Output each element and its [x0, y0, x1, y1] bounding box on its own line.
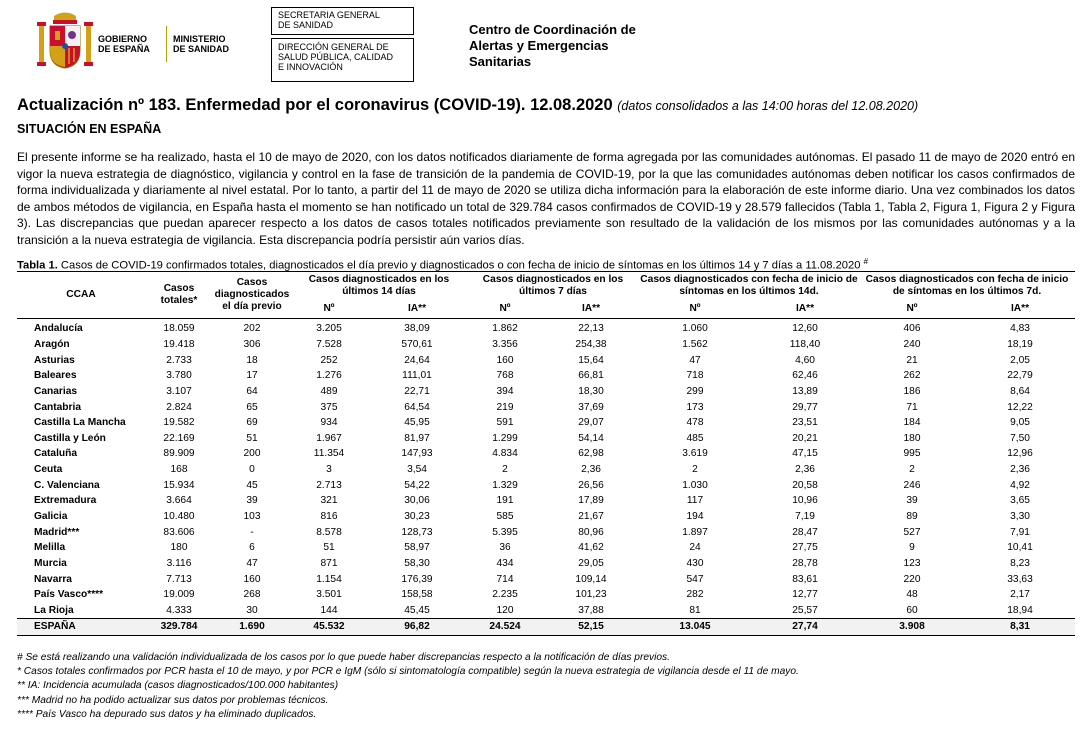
table-cell: 22,71 — [404, 385, 430, 397]
table-caption-text: Casos de COVID-19 confirmados totales, diagnosticados el día previo y diagnosticados o con fecha de inicio de síntomas en los últimos 14 y 7 días a 11.08.2020 — [57, 259, 861, 272]
table-cell: 65 — [246, 401, 258, 413]
table-cell: 120 — [496, 604, 514, 616]
table-cell: 7,50 — [1010, 432, 1030, 444]
ccaa-name-cell: Canarias — [34, 385, 78, 397]
table-cell: 4,60 — [795, 354, 815, 366]
table-cell: 2.713 — [316, 479, 342, 491]
table-cell: 434 — [496, 557, 514, 569]
table-cell: 2 — [502, 464, 508, 476]
table-cell: 30 — [246, 604, 258, 616]
table-cell: 52,15 — [543, 619, 639, 636]
table-cell: 478 — [686, 417, 704, 429]
table-cell: 8,31 — [965, 619, 1075, 636]
table-cell: 83.606 — [163, 526, 195, 538]
table-cell: 96,82 — [367, 619, 467, 636]
subheader-n: Nº — [291, 300, 367, 319]
table-cell: 1.967 — [316, 432, 342, 444]
logo-divider — [166, 26, 167, 62]
footnote: # Se está realizando una validación individualizada de los casos por lo que puede haber discrepancias respecto a la notificación de días previos. — [17, 652, 670, 663]
table-row — [17, 368, 1075, 384]
table-cell: 262 — [903, 370, 921, 382]
secretaria-box: SECRETARIA GENERAL DE SANIDAD — [271, 7, 414, 35]
table-cell: 22,79 — [1007, 370, 1033, 382]
table-row — [17, 509, 1075, 525]
table-cell: 18.059 — [163, 323, 195, 335]
table-cell: 1.862 — [492, 323, 518, 335]
table-cell: 8,64 — [1010, 385, 1030, 397]
table-cell: 12,60 — [792, 323, 818, 335]
table-row — [17, 587, 1075, 603]
table-cell: 12,22 — [1007, 401, 1033, 413]
table-cell: 1.276 — [316, 370, 342, 382]
table-cell: 64 — [246, 385, 258, 397]
table-cell: 81,97 — [404, 432, 430, 444]
table-cell: 2.733 — [166, 354, 192, 366]
ccaa-name-cell: Ceuta — [34, 464, 63, 476]
table-cell: 27,75 — [792, 542, 818, 554]
ccaa-name-cell: Asturias — [34, 354, 75, 366]
table-cell: 489 — [320, 385, 338, 397]
report-title-sub: (datos consolidados a las 14:00 horas del 12.08.2020) — [617, 99, 919, 113]
table-body — [17, 319, 1075, 636]
table-cell: 871 — [320, 557, 338, 569]
table-cell: 128,73 — [401, 526, 433, 538]
table-cell: 24 — [689, 542, 701, 554]
table-cell: 80,96 — [578, 526, 604, 538]
table-cell: 51 — [246, 432, 258, 444]
table-cell: 1.562 — [682, 338, 708, 350]
table-cell: 33,63 — [1007, 573, 1033, 585]
table-cell: 10,96 — [792, 495, 818, 507]
table-cell: 19.582 — [163, 417, 195, 429]
table-cell: 1.690 — [213, 619, 291, 636]
table-cell: 585 — [496, 511, 514, 522]
table-cell: 17 — [246, 370, 258, 382]
table-cell: 38,09 — [404, 323, 430, 335]
table-cell: 3.501 — [316, 589, 342, 601]
ccaa-name-cell: Castilla y León — [34, 432, 106, 444]
ccaa-name-cell: Galicia — [34, 511, 68, 522]
table-cell: 485 — [686, 432, 704, 444]
table-cell: 103 — [243, 511, 261, 522]
table-cell: 194 — [686, 511, 704, 522]
table-cell: 29,05 — [578, 557, 604, 569]
table-cell: 62,46 — [792, 370, 818, 382]
table-cell: 220 — [903, 573, 921, 585]
table-cell: 21,67 — [578, 511, 604, 522]
table-cell: 3.205 — [316, 323, 342, 335]
table-cell: 1.329 — [492, 479, 518, 491]
table-cell: 24,64 — [404, 354, 430, 366]
table-row — [17, 556, 1075, 572]
table-cell: 191 — [496, 495, 514, 507]
table-cell: 2.235 — [492, 589, 518, 601]
table-cell: 176,39 — [401, 573, 433, 585]
table-cell: 22,13 — [578, 323, 604, 335]
table-cell: 7,19 — [795, 511, 815, 522]
table-cell: 995 — [903, 448, 921, 460]
ccaa-name-cell: Madrid*** — [34, 526, 80, 538]
table-cell: 591 — [496, 417, 514, 429]
table-cell: 7.713 — [166, 573, 192, 585]
table-cell: 29,07 — [578, 417, 604, 429]
government-logo — [34, 8, 268, 78]
table-cell: 3.116 — [166, 557, 192, 569]
table-cell: 306 — [243, 338, 261, 350]
table-cell: 37,69 — [578, 401, 604, 413]
table-cell: 15,64 — [578, 354, 604, 366]
table-cell: 89.909 — [163, 448, 195, 460]
ccaa-name-cell: Extremadura — [34, 495, 97, 507]
table-cell: 7,91 — [1010, 526, 1030, 538]
table-cell: 48 — [906, 589, 918, 601]
table-cell: 714 — [496, 573, 514, 585]
report-title — [17, 96, 918, 115]
table-row — [17, 493, 1075, 509]
table-cell: 45,45 — [404, 604, 430, 616]
ccaa-name-cell: Andalucía — [34, 323, 83, 335]
header-dia-previo: Casos diagnosticados el día previo — [213, 272, 291, 319]
table-cell: 81 — [689, 604, 701, 616]
table-cell: 37,88 — [578, 604, 604, 616]
ccaa-name-cell: Castilla La Mancha — [34, 417, 126, 429]
table-cell: 173 — [686, 401, 704, 413]
table-cell: 1.299 — [492, 432, 518, 444]
ccaa-name-cell: Cantabria — [34, 401, 81, 413]
cases-table — [17, 271, 1075, 636]
header-ccaa: CCAA — [17, 272, 145, 319]
table-cell: 246 — [903, 479, 921, 491]
table-cell: 10.480 — [163, 511, 195, 522]
table-cell: 51 — [323, 542, 335, 554]
subheader-ia: IA** — [543, 300, 639, 319]
table-cell: 71 — [906, 401, 918, 413]
table-cell: 816 — [320, 511, 338, 522]
table-cell: 1.060 — [682, 323, 708, 335]
table-cell: 20,58 — [792, 479, 818, 491]
table-cell: 18,94 — [1007, 604, 1033, 616]
table-cell: 160 — [243, 573, 261, 585]
table-cell: 8,23 — [1010, 557, 1030, 569]
table-cell: 186 — [903, 385, 921, 397]
table-row — [17, 384, 1075, 400]
table-row — [17, 446, 1075, 462]
table-caption-label: Tabla 1. — [17, 259, 58, 272]
table-cell: 282 — [686, 589, 704, 601]
ccaa-name-cell: Cataluña — [34, 448, 78, 460]
table-cell: 39 — [246, 495, 258, 507]
header-ultimos-14: Casos diagnosticados en los últimos 14 días — [308, 274, 450, 297]
table-cell: 27,74 — [751, 619, 859, 636]
ccaa-name-cell: Navarra — [34, 573, 72, 585]
table-cell: 1.154 — [316, 573, 342, 585]
table-cell: 101,23 — [575, 589, 607, 601]
table-cell: 3,54 — [407, 464, 427, 476]
table-cell: 18,30 — [578, 385, 604, 397]
table-cell: 123 — [903, 557, 921, 569]
table-cell: 18 — [246, 354, 258, 366]
ccaa-name-cell: Aragón — [34, 338, 70, 350]
table-cell: 28,78 — [792, 557, 818, 569]
table-cell: 3.107 — [166, 385, 192, 397]
direccion-box: DIRECCIÓN GENERAL DE SALUD PÚBLICA, CALIDAD E INNOVACIÓN — [271, 38, 414, 82]
table-cell: 4.834 — [492, 448, 518, 460]
table-cell: 144 — [320, 604, 338, 616]
header-ultimos-7: Casos diagnosticados en los últimos 7 días — [482, 274, 624, 297]
table-cell: - — [250, 526, 254, 538]
table-cell: 329.784 — [145, 619, 213, 636]
table-cell: 20,21 — [792, 432, 818, 444]
table-row — [17, 524, 1075, 540]
table-cell: 29,77 — [792, 401, 818, 413]
table-cell: 21 — [906, 354, 918, 366]
ccaa-name-cell: La Rioja — [34, 604, 74, 616]
table-cell: 11.354 — [313, 448, 345, 460]
table-cell: 58,30 — [404, 557, 430, 569]
table-cell: 12,96 — [1007, 448, 1033, 460]
footnote: **** País Vasco ha depurado sus datos y ha eliminado duplicados. — [17, 708, 317, 720]
table-cell: 2,36 — [581, 464, 601, 476]
table-cell: 54,22 — [404, 479, 430, 491]
table-cell: 3,30 — [1010, 511, 1030, 522]
table-cell: 45.532 — [291, 619, 367, 636]
table-cell: 19.009 — [163, 589, 195, 601]
footnotes — [17, 651, 799, 722]
table-cell: 45 — [246, 479, 258, 491]
table-cell: 394 — [496, 385, 514, 397]
ccaa-name-cell: País Vasco**** — [34, 589, 104, 601]
table-cell: 39 — [906, 495, 918, 507]
table-cell: 718 — [686, 370, 704, 382]
table-cell: 41,62 — [578, 542, 604, 554]
table-cell: 118,40 — [789, 338, 821, 350]
table-cell: 184 — [903, 417, 921, 429]
report-header — [0, 0, 1082, 88]
table-cell: 180 — [903, 432, 921, 444]
table-cell: 160 — [496, 354, 514, 366]
table-cell: 28,47 — [792, 526, 818, 538]
ministerio-label: MINISTERIO DE SANIDAD — [173, 34, 230, 54]
table-header-row — [17, 272, 1075, 301]
table-cell: 12,77 — [792, 589, 818, 601]
table-row — [17, 477, 1075, 493]
table-cell: 3.664 — [166, 495, 192, 507]
table-cell: 3.780 — [166, 370, 192, 382]
table-cell: 2.824 — [166, 401, 192, 413]
table-cell: 5.395 — [492, 526, 518, 538]
table-row — [17, 571, 1075, 587]
table-cell: 13,89 — [792, 385, 818, 397]
table-cell: 147,93 — [401, 448, 433, 460]
coat-of-arms-icon — [36, 10, 94, 72]
table-cell: 36 — [499, 542, 511, 554]
table-cell: 158,58 — [401, 589, 433, 601]
table-cell: 24.524 — [467, 619, 543, 636]
table-cell: 13.045 — [639, 619, 751, 636]
table-cell: 254,38 — [575, 338, 607, 350]
table-cell: 2 — [909, 464, 915, 476]
table-cell: 430 — [686, 557, 704, 569]
table-cell: 8.578 — [316, 526, 342, 538]
table-cell: 62,98 — [578, 448, 604, 460]
table-cell: 45,95 — [404, 417, 430, 429]
ccaa-name-cell: Murcia — [34, 557, 67, 569]
table-cell: 4,83 — [1010, 323, 1030, 335]
report-title-main: Actualización nº 183. Enfermedad por el coronavirus (COVID-19). 12.08.2020 — [17, 96, 613, 114]
table-cell: 66,81 — [578, 370, 604, 382]
table-cell: 3,65 — [1010, 495, 1030, 507]
subheader-ia: IA** — [751, 300, 859, 319]
table-cell: 111,01 — [402, 370, 432, 382]
table-cell: 54,14 — [578, 432, 604, 444]
table-cell: 547 — [686, 573, 704, 585]
table-cell: 3.356 — [492, 338, 518, 350]
table-cell: 240 — [903, 338, 921, 350]
table-caption — [17, 257, 868, 272]
header-sintomas-7: Casos diagnosticados con fecha de inicio de síntomas en los últimos 7d. — [865, 274, 1069, 297]
table-cell: 3.908 — [859, 619, 965, 636]
header-casos-totales: Casos totales* — [145, 272, 213, 319]
table-cell: 2,36 — [1010, 464, 1030, 476]
table-cell: 406 — [903, 323, 921, 335]
table-cell: 4,92 — [1010, 479, 1030, 491]
table-cell: 2,36 — [795, 464, 815, 476]
subheader-ia: IA** — [965, 300, 1075, 319]
table-row — [17, 352, 1075, 368]
table-cell: 109,14 — [575, 573, 607, 585]
table-cell: 934 — [320, 417, 338, 429]
table-cell: 19.418 — [163, 338, 195, 350]
table-cell: 527 — [903, 526, 921, 538]
table-cell: 83,61 — [792, 573, 818, 585]
table-cell: 15.934 — [163, 479, 195, 491]
footnote: ** IA: Incidencia acumulada (casos diagnosticados/100.000 habitantes) — [17, 680, 339, 692]
table-cell: 570,61 — [401, 338, 433, 350]
table-cell: 117 — [686, 495, 704, 507]
table-cell: 219 — [496, 401, 514, 413]
subheader-n: Nº — [639, 300, 751, 319]
table-row — [17, 603, 1075, 619]
table-cell: 9,05 — [1010, 417, 1030, 429]
table-cell: 26,56 — [578, 479, 604, 491]
table-cell: 47 — [689, 354, 701, 366]
table-cell: 200 — [243, 448, 261, 460]
table-cell: 30,23 — [404, 511, 430, 522]
table-cell: 375 — [320, 401, 338, 413]
table-cell: 58,97 — [404, 542, 430, 554]
table-cell: 22.169 — [163, 432, 195, 444]
table-row — [17, 430, 1075, 446]
ccaa-name-cell: ESPAÑA — [17, 619, 145, 636]
ccaa-name-cell: C. Valenciana — [34, 479, 100, 491]
table-cell: 17,89 — [578, 495, 604, 507]
table-cell: 299 — [686, 385, 704, 397]
table-cell: 9 — [909, 542, 915, 554]
table-caption-mark: # — [863, 257, 869, 266]
table-cell: 10,41 — [1007, 542, 1033, 554]
table-cell: 60 — [906, 604, 918, 616]
table-cell: 47,15 — [792, 448, 818, 460]
table-cell: 23,51 — [792, 417, 818, 429]
table-cell: 2,05 — [1010, 354, 1030, 366]
footnote: *** Madrid no ha podido actualizar sus datos por problemas técnicos. — [17, 694, 329, 706]
table-cell: 18,19 — [1007, 338, 1033, 350]
table-cell: 252 — [320, 354, 338, 366]
table-cell: 7.528 — [316, 338, 342, 350]
table-cell: 2,17 — [1010, 589, 1030, 601]
table-cell: 168 — [170, 464, 188, 476]
table-cell: 89 — [906, 511, 918, 522]
table-row — [17, 415, 1075, 431]
table-cell: 3 — [326, 464, 332, 476]
table-cell: 3.619 — [682, 448, 708, 460]
header-sintomas-14: Casos diagnosticados con fecha de inicio de síntomas en los últimos 14d. — [640, 274, 858, 297]
subheader-n: Nº — [859, 300, 965, 319]
subheader-ia: IA** — [367, 300, 467, 319]
table-cell: 2 — [692, 464, 698, 476]
table-cell: 180 — [170, 542, 188, 554]
table-total-row — [17, 619, 1075, 636]
table-cell: 1.030 — [682, 479, 708, 491]
table-cell: 6 — [249, 542, 255, 554]
table-cell: 202 — [243, 323, 261, 335]
subheader-n: Nº — [467, 300, 543, 319]
table-cell: 69 — [246, 417, 258, 429]
ccaa-name-cell: Baleares — [34, 370, 77, 382]
ccaa-name-cell: Melilla — [34, 542, 66, 554]
table-cell: 25,57 — [792, 604, 818, 616]
centro-coordinacion-title: Centro de Coordinación de Alertas y Emergencias Sanitarias — [469, 22, 636, 69]
table-row — [17, 337, 1075, 353]
table-cell: 64,54 — [404, 401, 430, 413]
section-title: SITUACIÓN EN ESPAÑA — [17, 122, 162, 136]
table-cell: 268 — [243, 589, 261, 601]
gobierno-label: GOBIERNO DE ESPAÑA — [98, 34, 150, 54]
table-row — [17, 462, 1075, 478]
table-cell: 47 — [246, 557, 258, 569]
table-cell: 1.897 — [682, 526, 708, 538]
table-cell: 4.333 — [166, 604, 192, 616]
footnote: * Casos totales confirmados por PCR hasta el 10 de mayo, y por PCR e IgM (sólo si sintomatología compatible) según la nueva estrategia de vigilancia desde el 11 de mayo. — [17, 666, 799, 678]
intro-paragraph: El presente informe se ha realizado, hasta el 10 de mayo de 2020, con los datos notificados diariamente de forma agregada por las comunidades autónomas. El pasado 11 de mayo de 2020 entró en vigor la nueva estrategia de diagnóstico, vigilancia y control en la fase de transición de la pandemia de COVID-19, por la que las comunidades autónomas deben notificar los casos confirmados de forma individualizada y diariamente al nivel estatal. Por lo tanto, a partir del 11 de mayo de 2020 se utiliza dicha información para la elaboración de este informe diario. Una vez combinados los datos de ambos métodos de vigilancia, en España hasta el momento se han notificado un total de 329.784 casos confirmados de COVID-19 y 28.579 fallecidos (Tabla 1, Tabla 2, Figura 1, Figura 2 y Figura 3). Las discrepancias que puedan aparecer respecto a los datos de casos totales notificados previamente son resultado de la validación de los mismos por las comunidades autónomas y a la transición a la nueva estrategia de vigilancia. Esta discrepancia podría persistir aún varios días. — [17, 150, 1075, 247]
table-cell: 768 — [496, 370, 514, 382]
table-cell: 30,06 — [404, 495, 430, 507]
table-row — [17, 319, 1075, 337]
table-row — [17, 540, 1075, 556]
table-cell: 0 — [249, 464, 255, 476]
table-cell: 321 — [320, 495, 338, 507]
table-row — [17, 399, 1075, 415]
